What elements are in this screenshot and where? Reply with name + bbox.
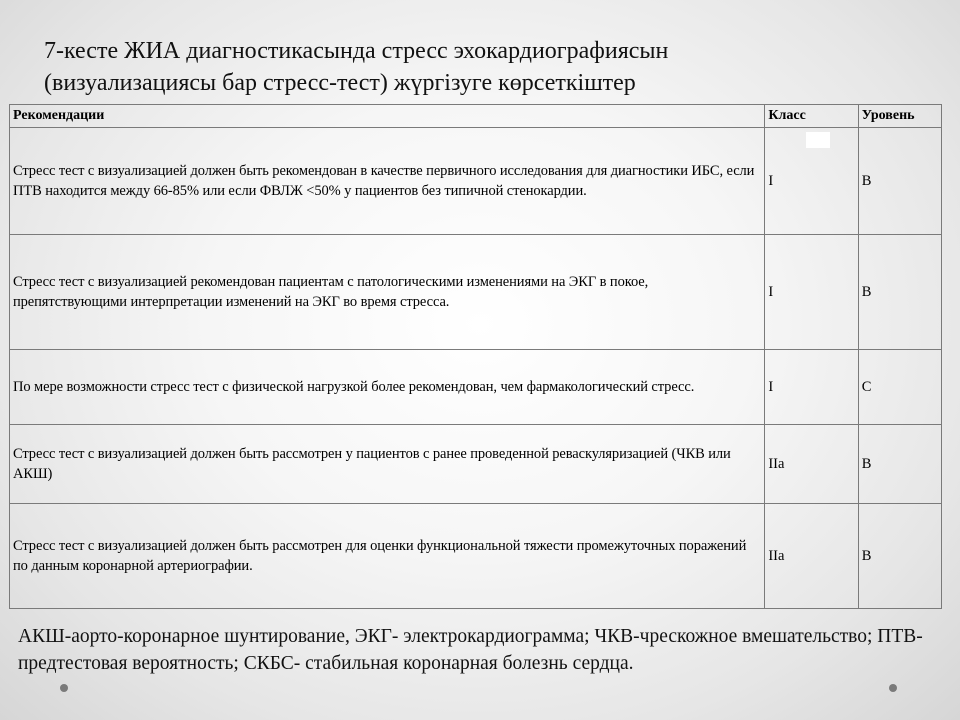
recommendation-cell: Стресс тест с визуализацией рекомендован пациентам с патологическими изменениями на ЭКГ в покое, препятствующими интерпретации изменений на ЭКГ во время стресса. [10, 235, 765, 350]
recommendation-cell: По мере возможности стресс тест с физической нагрузкой более рекомендован, чем фармакологический стресс. [10, 350, 765, 425]
recommendation-cell: Стресс тест с визуализацией должен быть рассмотрен у пациентов с ранее проведенной реваскуляризацией (ЧКВ или АКШ) [10, 425, 765, 504]
level-cell: B [858, 504, 941, 609]
class-cell: I [765, 350, 858, 425]
header-level: Уровень [858, 105, 941, 128]
class-value: I [768, 173, 774, 189]
class-cell: IIa [765, 425, 858, 504]
table-row [10, 128, 942, 235]
title-line-1: 7-кесте ЖИА диагностикасында стресс эхокардиографиясын [44, 38, 669, 64]
slide-dot-left [60, 684, 68, 692]
slide-dot-right [889, 684, 897, 692]
level-cell: C [858, 350, 941, 425]
slide-title [44, 35, 924, 99]
table-header-row [10, 105, 942, 128]
level-cell: B [858, 425, 941, 504]
recommendations-table [9, 104, 942, 609]
level-cell: B [858, 235, 941, 350]
table-row [10, 425, 942, 504]
table-row [10, 504, 942, 609]
header-class: Класс [765, 105, 858, 128]
white-box-mark [806, 132, 830, 148]
class-cell: IIa [765, 504, 858, 609]
level-cell: B [858, 128, 941, 235]
class-cell [765, 128, 858, 235]
recommendation-cell: Стресс тест с визуализацией должен быть рекомендован в качестве первичного исследования для диагностики ИБС, если ПТВ находится между 66-85% или если ФВЛЖ <50% у пациентов без типичной стенокардии. [10, 128, 765, 235]
title-line-2: (визуализациясы бар стресс-тест) жүргізуге көрсеткіштер [44, 70, 636, 96]
class-cell: I [765, 235, 858, 350]
table-row [10, 350, 942, 425]
abbreviations-footnote: АКШ-аорто-коронарное шунтирование, ЭКГ- электрокардиограмма; ЧКВ-чрескожное вмешательство; ПТВ- предтестовая вероятность; СКБС- стабильная коронарная болезнь сердца. [18, 626, 923, 674]
header-recommendations: Рекомендации [10, 105, 765, 128]
table-row [10, 235, 942, 350]
recommendation-cell: Стресс тест с визуализацией должен быть рассмотрен для оценки функциональной тяжести промежуточных поражений по данным коронарной артериографии. [10, 504, 765, 609]
